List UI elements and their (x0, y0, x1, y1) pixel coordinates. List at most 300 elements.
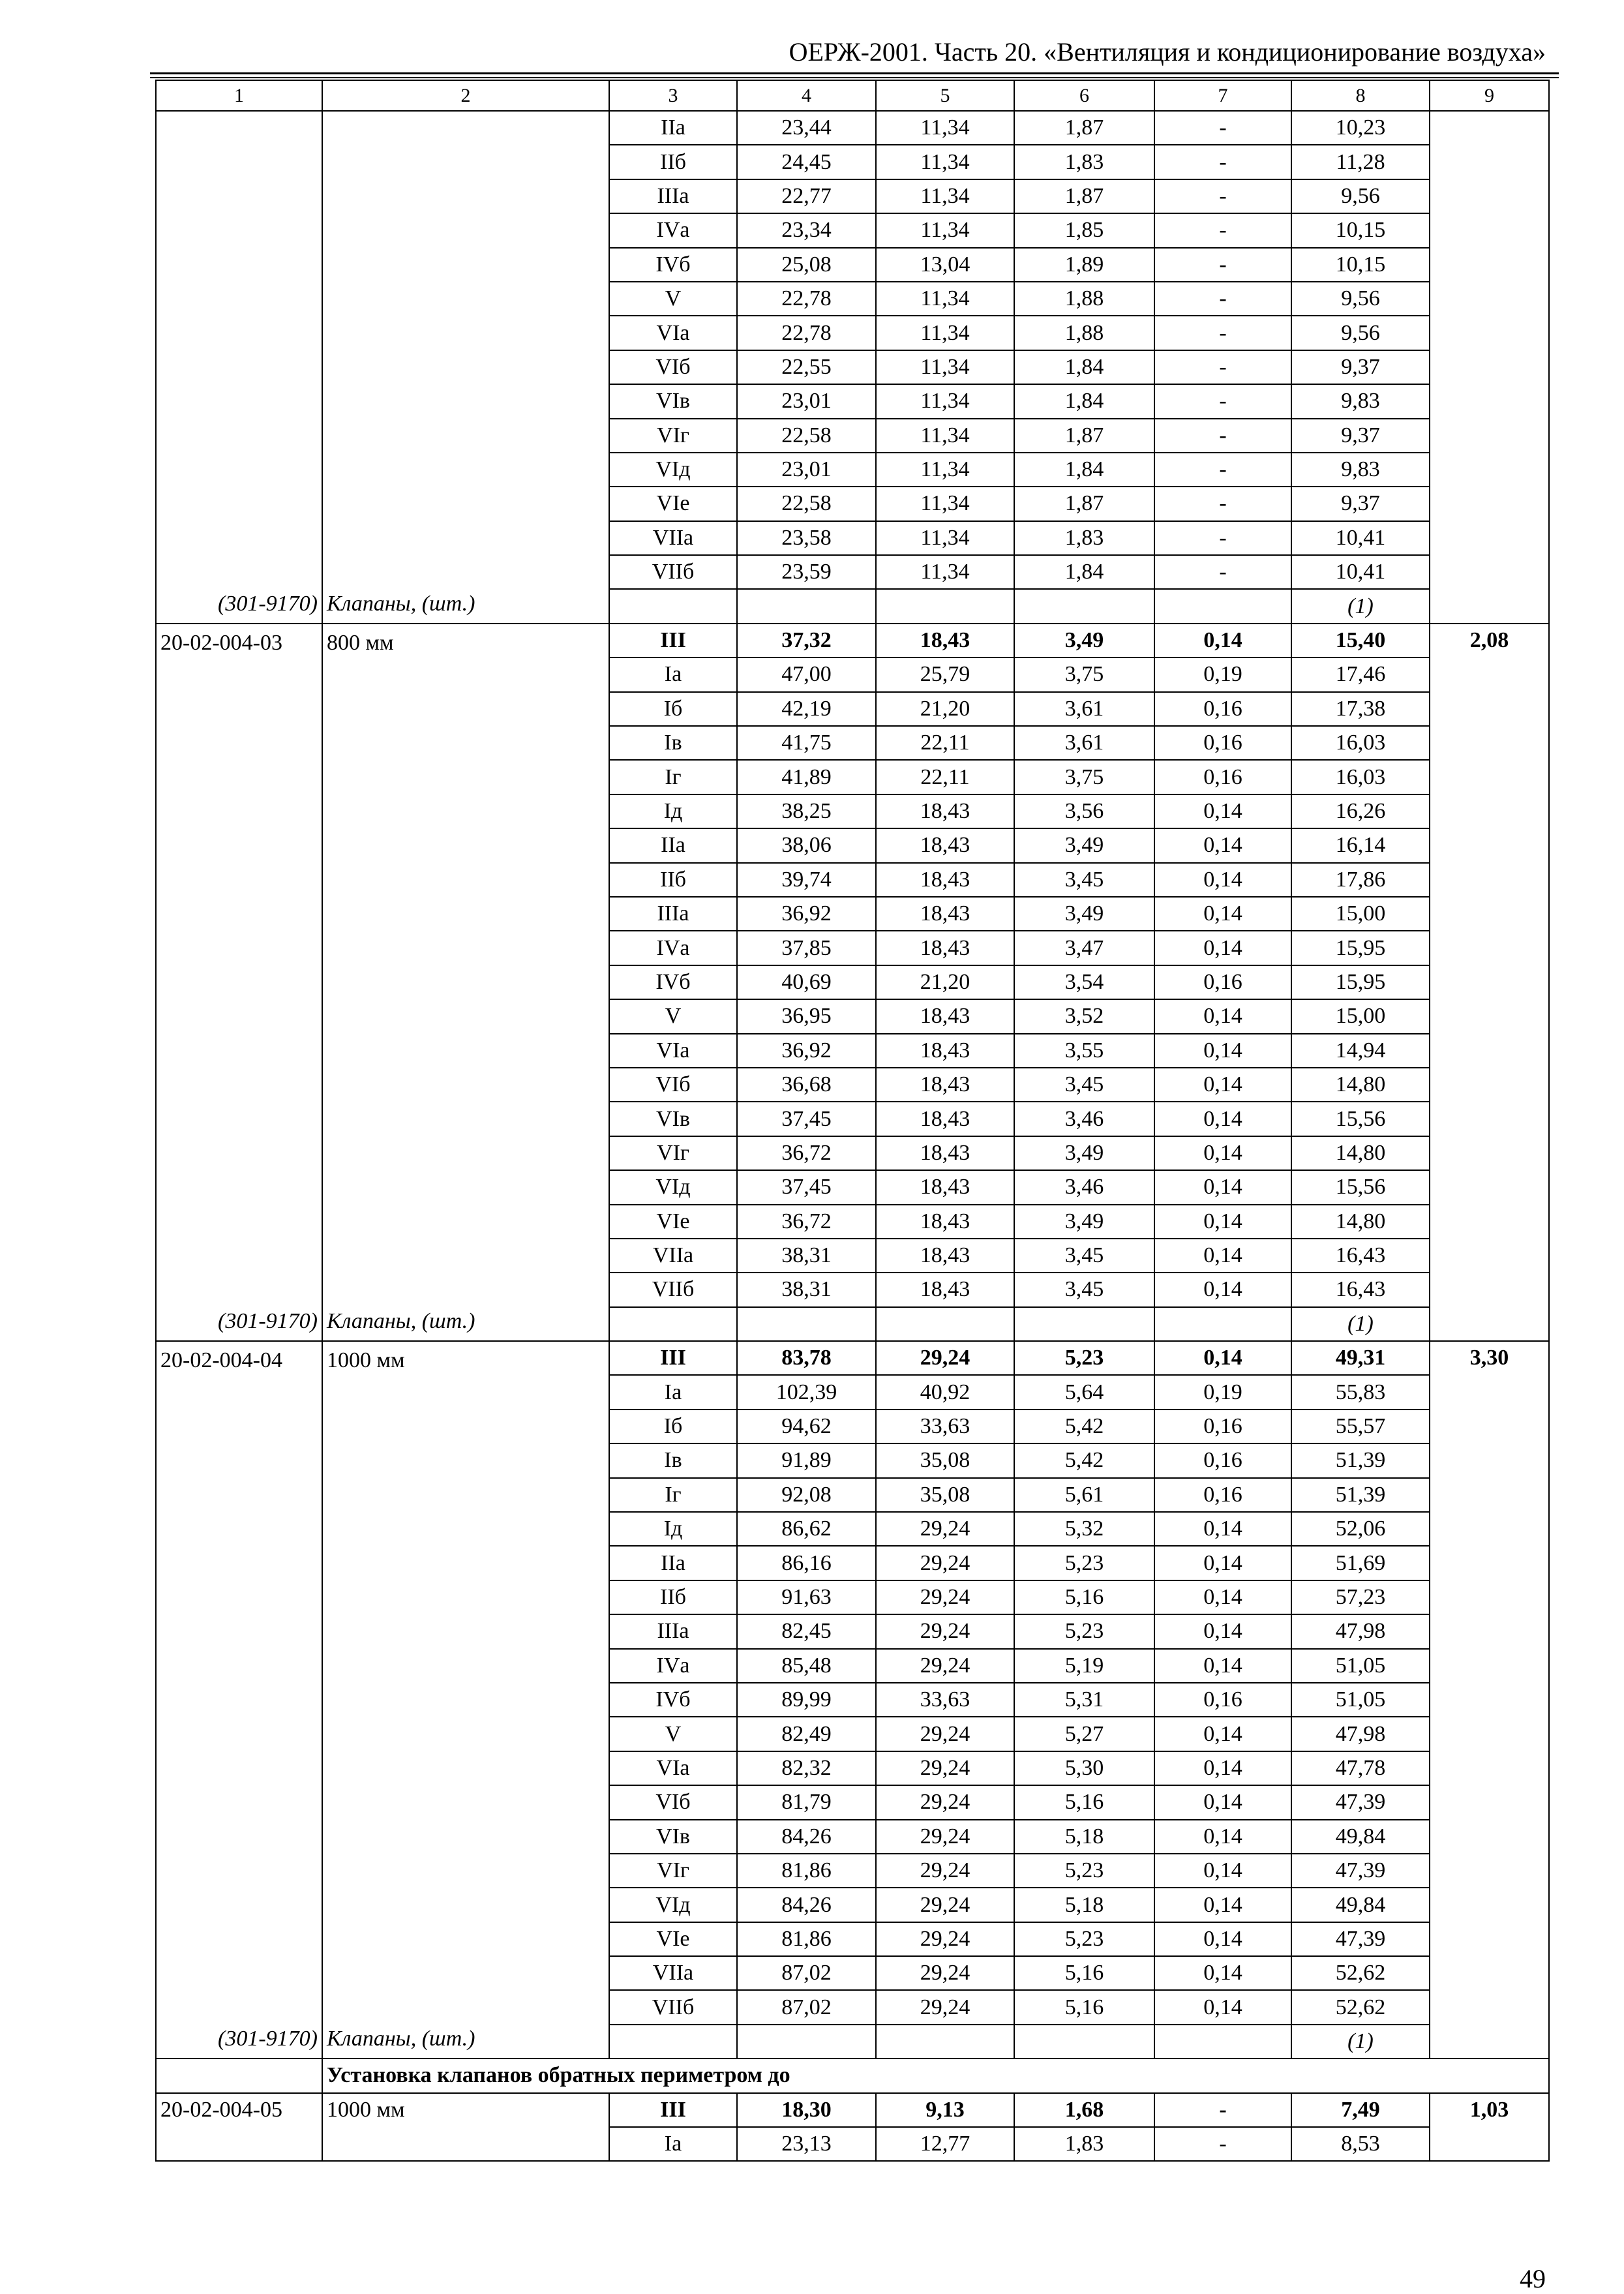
machine-cost: 3,46 (1014, 1170, 1154, 1204)
machine-cost: 5,64 (1014, 1375, 1154, 1409)
empty-cell (1154, 1307, 1291, 1341)
region-code: IIа (609, 111, 737, 145)
region-code: Iв (609, 726, 737, 760)
region-code: VIIа (609, 1956, 737, 1990)
column-9-value: 3,30 (1430, 1341, 1549, 2059)
machine-cost: 3,49 (1014, 1136, 1154, 1170)
region-code: IIб (609, 145, 737, 179)
region-code: VIб (609, 1785, 737, 1819)
driver-wage: 0,16 (1154, 1443, 1291, 1477)
region-code: IVб (609, 965, 737, 999)
region-code: VIб (609, 350, 737, 384)
materials-cost: 14,80 (1291, 1068, 1430, 1102)
total-cost: 87,02 (737, 1990, 876, 2024)
driver-wage: 0,14 (1154, 1751, 1291, 1785)
machine-cost: 1,87 (1014, 419, 1154, 453)
driver-wage: 0,16 (1154, 965, 1291, 999)
machine-cost: 1,88 (1014, 282, 1154, 316)
driver-wage: 0,14 (1154, 1785, 1291, 1819)
item-code-cell (156, 624, 322, 1341)
page-header-title: ОЕРЖ-2001. Часть 20. «Вентиляция и кондиционирование воздуха» (789, 37, 1546, 67)
machine-cost: 5,18 (1014, 1820, 1154, 1854)
labor-cost: 18,43 (876, 999, 1014, 1033)
materials-cost: 51,05 (1291, 1683, 1430, 1717)
machine-cost: 5,23 (1014, 1341, 1154, 1375)
labor-cost: 18,43 (876, 1102, 1014, 1136)
labor-cost: 18,43 (876, 1068, 1014, 1102)
driver-wage: 0,14 (1154, 1990, 1291, 2024)
item-name-cell (322, 1341, 609, 2059)
labor-cost: 35,08 (876, 1478, 1014, 1512)
labor-cost: 29,24 (876, 1580, 1014, 1614)
labor-cost: 29,24 (876, 1717, 1014, 1751)
total-cost: 36,95 (737, 999, 876, 1033)
materials-cost: 10,15 (1291, 248, 1430, 282)
section-title: Установка клапанов обратных периметром до (322, 2059, 1549, 2092)
driver-wage: 0,14 (1154, 1205, 1291, 1239)
driver-wage: 0,16 (1154, 692, 1291, 726)
driver-wage: 0,14 (1154, 1580, 1291, 1614)
material-name: Клапаны, (шт.) (327, 2027, 475, 2051)
region-code: IIа (609, 1546, 737, 1580)
total-cost: 22,78 (737, 316, 876, 350)
column-9-value: 1,03 (1430, 2093, 1549, 2162)
materials-cost: 47,39 (1291, 1854, 1430, 1888)
region-code: Iа (609, 1375, 737, 1409)
total-cost: 47,00 (737, 657, 876, 691)
region-code: IVа (609, 213, 737, 247)
item-code: 20-02-004-03 (160, 630, 282, 655)
machine-cost: 3,49 (1014, 828, 1154, 862)
driver-wage: 0,14 (1154, 794, 1291, 828)
total-cost: 36,92 (737, 897, 876, 931)
materials-cost: 51,39 (1291, 1443, 1430, 1477)
region-code: VIIа (609, 1239, 737, 1273)
total-cost: 41,75 (737, 726, 876, 760)
table-row (156, 1341, 1549, 1375)
total-cost: 42,19 (737, 692, 876, 726)
material-name: Клапаны, (шт.) (327, 591, 475, 616)
driver-wage: 0,14 (1154, 931, 1291, 965)
labor-cost: 29,24 (876, 1820, 1014, 1854)
region-code: Iг (609, 760, 737, 794)
driver-wage: 0,16 (1154, 760, 1291, 794)
total-cost: 86,16 (737, 1546, 876, 1580)
item-code: 20-02-004-05 (156, 2093, 322, 2162)
header-rule-thin (150, 77, 1559, 78)
driver-wage: - (1154, 111, 1291, 145)
driver-wage: 0,14 (1154, 828, 1291, 862)
region-code: VIIб (609, 1990, 737, 2024)
machine-cost: 5,32 (1014, 1512, 1154, 1546)
labor-cost: 18,43 (876, 1239, 1014, 1273)
region-code: III (609, 624, 737, 657)
region-code: VIв (609, 1820, 737, 1854)
labor-cost: 35,08 (876, 1443, 1014, 1477)
total-cost: 23,59 (737, 555, 876, 589)
total-cost: 102,39 (737, 1375, 876, 1409)
machine-cost: 3,55 (1014, 1034, 1154, 1068)
empty-cell (609, 589, 737, 623)
labor-cost: 11,34 (876, 282, 1014, 316)
labor-cost: 18,43 (876, 931, 1014, 965)
driver-wage: 0,14 (1154, 1170, 1291, 1204)
labor-cost: 11,34 (876, 487, 1014, 521)
region-code: Iа (609, 657, 737, 691)
driver-wage: 0,14 (1154, 1512, 1291, 1546)
labor-cost: 18,43 (876, 863, 1014, 897)
total-cost: 24,45 (737, 145, 876, 179)
region-code: Iд (609, 1512, 737, 1546)
machine-cost: 5,30 (1014, 1751, 1154, 1785)
region-code: VIа (609, 1034, 737, 1068)
total-cost: 37,85 (737, 931, 876, 965)
total-cost: 38,31 (737, 1273, 876, 1306)
labor-cost: 29,24 (876, 1546, 1014, 1580)
materials-cost: 51,39 (1291, 1478, 1430, 1512)
total-cost: 23,01 (737, 384, 876, 418)
total-cost: 91,63 (737, 1580, 876, 1614)
labor-cost: 29,24 (876, 1341, 1014, 1375)
labor-cost: 12,77 (876, 2127, 1014, 2161)
region-code: IIа (609, 828, 737, 862)
total-cost: 82,32 (737, 1751, 876, 1785)
column-number: 1 (156, 80, 322, 111)
total-cost: 41,89 (737, 760, 876, 794)
materials-cost: 52,62 (1291, 1956, 1430, 1990)
materials-cost: 47,78 (1291, 1751, 1430, 1785)
materials-cost: 49,31 (1291, 1341, 1430, 1375)
total-cost: 36,68 (737, 1068, 876, 1102)
column-number: 4 (737, 80, 876, 111)
driver-wage: - (1154, 521, 1291, 555)
labor-cost: 18,43 (876, 1136, 1014, 1170)
machine-cost: 1,84 (1014, 555, 1154, 589)
total-cost: 22,77 (737, 179, 876, 213)
driver-wage: 0,14 (1154, 1922, 1291, 1956)
driver-wage: 0,14 (1154, 897, 1291, 931)
labor-cost: 13,04 (876, 248, 1014, 282)
region-code: IIб (609, 863, 737, 897)
column-number: 2 (322, 80, 609, 111)
total-cost: 87,02 (737, 1956, 876, 1990)
region-code: VIв (609, 384, 737, 418)
total-cost: 84,26 (737, 1888, 876, 1922)
labor-cost: 11,34 (876, 111, 1014, 145)
driver-wage: - (1154, 145, 1291, 179)
column-number: 8 (1291, 80, 1430, 111)
labor-cost: 21,20 (876, 692, 1014, 726)
total-cost: 84,26 (737, 1820, 876, 1854)
empty-cell (1154, 589, 1291, 623)
total-cost: 92,08 (737, 1478, 876, 1512)
item-name-cell (322, 111, 609, 624)
column-number: 6 (1014, 80, 1154, 111)
region-code: V (609, 1717, 737, 1751)
machine-cost: 1,85 (1014, 213, 1154, 247)
materials-cost: 9,83 (1291, 453, 1430, 487)
driver-wage: 0,16 (1154, 1410, 1291, 1443)
materials-cost: 9,56 (1291, 179, 1430, 213)
driver-wage: - (1154, 2093, 1291, 2127)
total-cost: 85,48 (737, 1649, 876, 1683)
machine-cost: 3,47 (1014, 931, 1154, 965)
machine-cost: 1,87 (1014, 487, 1154, 521)
total-cost: 22,58 (737, 419, 876, 453)
labor-cost: 29,24 (876, 1888, 1014, 1922)
materials-cost: 9,37 (1291, 350, 1430, 384)
machine-cost: 5,23 (1014, 1854, 1154, 1888)
machine-cost: 5,31 (1014, 1683, 1154, 1717)
total-cost: 23,44 (737, 111, 876, 145)
driver-wage: - (1154, 487, 1291, 521)
machine-cost: 3,45 (1014, 1273, 1154, 1306)
item-name-cell (322, 624, 609, 1341)
empty-cell (1014, 589, 1154, 623)
material-code: (301-9170) (218, 591, 318, 616)
materials-cost: 15,00 (1291, 897, 1430, 931)
machine-cost: 3,45 (1014, 1239, 1154, 1273)
item-name: 800 мм (327, 630, 394, 655)
region-code: IIIа (609, 179, 737, 213)
machine-cost: 3,45 (1014, 1068, 1154, 1102)
empty-cell (609, 2025, 737, 2059)
materials-cost: 14,94 (1291, 1034, 1430, 1068)
total-cost: 39,74 (737, 863, 876, 897)
section-title-row (156, 2059, 1549, 2092)
machine-cost: 3,52 (1014, 999, 1154, 1033)
labor-cost: 29,24 (876, 1512, 1014, 1546)
region-code: V (609, 282, 737, 316)
materials-cost: 49,84 (1291, 1888, 1430, 1922)
column-number: 9 (1430, 80, 1549, 111)
materials-cost: 51,05 (1291, 1649, 1430, 1683)
labor-cost: 29,24 (876, 1922, 1014, 1956)
machine-cost: 3,49 (1014, 624, 1154, 657)
labor-cost: 18,43 (876, 897, 1014, 931)
region-code: VIб (609, 1068, 737, 1102)
region-code: VIе (609, 487, 737, 521)
total-cost: 22,78 (737, 282, 876, 316)
labor-cost: 33,63 (876, 1683, 1014, 1717)
empty-cell (876, 589, 1014, 623)
materials-cost: 9,83 (1291, 384, 1430, 418)
materials-cost: 10,23 (1291, 111, 1430, 145)
total-cost: 37,32 (737, 624, 876, 657)
total-cost: 37,45 (737, 1102, 876, 1136)
machine-cost: 3,45 (1014, 863, 1154, 897)
machine-cost: 3,61 (1014, 692, 1154, 726)
total-cost: 91,89 (737, 1443, 876, 1477)
labor-cost: 25,79 (876, 657, 1014, 691)
materials-cost: 47,98 (1291, 1717, 1430, 1751)
region-code: VIг (609, 419, 737, 453)
materials-cost: 11,28 (1291, 145, 1430, 179)
materials-cost: 16,03 (1291, 760, 1430, 794)
materials-cost: 9,37 (1291, 419, 1430, 453)
labor-cost: 18,43 (876, 1273, 1014, 1306)
labor-cost: 29,24 (876, 1854, 1014, 1888)
material-quantity: (1) (1291, 589, 1430, 623)
driver-wage: 0,14 (1154, 1239, 1291, 1273)
materials-cost: 16,03 (1291, 726, 1430, 760)
region-code: Iб (609, 1410, 737, 1443)
materials-cost: 10,41 (1291, 555, 1430, 589)
labor-cost: 18,43 (876, 828, 1014, 862)
labor-cost: 29,24 (876, 1956, 1014, 1990)
materials-cost: 55,83 (1291, 1375, 1430, 1409)
driver-wage: 0,19 (1154, 1375, 1291, 1409)
total-cost: 82,49 (737, 1717, 876, 1751)
driver-wage: - (1154, 248, 1291, 282)
materials-cost: 14,80 (1291, 1205, 1430, 1239)
materials-cost: 47,98 (1291, 1614, 1430, 1648)
driver-wage: - (1154, 419, 1291, 453)
total-cost: 94,62 (737, 1410, 876, 1443)
materials-cost: 9,56 (1291, 282, 1430, 316)
labor-cost: 11,34 (876, 179, 1014, 213)
driver-wage: 0,14 (1154, 1136, 1291, 1170)
total-cost: 83,78 (737, 1341, 876, 1375)
region-code: IIIа (609, 1614, 737, 1648)
empty-cell (156, 2059, 322, 2092)
materials-cost: 16,43 (1291, 1239, 1430, 1273)
empty-cell (876, 2025, 1014, 2059)
driver-wage: 0,14 (1154, 1034, 1291, 1068)
empty-cell (1154, 2025, 1291, 2059)
material-code: (301-9170) (218, 2027, 318, 2051)
machine-cost: 5,42 (1014, 1410, 1154, 1443)
region-code: VIа (609, 1751, 737, 1785)
total-cost: 81,79 (737, 1785, 876, 1819)
machine-cost: 5,61 (1014, 1478, 1154, 1512)
driver-wage: 0,14 (1154, 1546, 1291, 1580)
labor-cost: 21,20 (876, 965, 1014, 999)
empty-cell (1014, 1307, 1154, 1341)
driver-wage: - (1154, 179, 1291, 213)
labor-cost: 29,24 (876, 1990, 1014, 2024)
empty-cell (737, 589, 876, 623)
total-cost: 89,99 (737, 1683, 876, 1717)
total-cost: 18,30 (737, 2093, 876, 2127)
driver-wage: - (1154, 213, 1291, 247)
materials-cost: 17,86 (1291, 863, 1430, 897)
driver-wage: 0,14 (1154, 1717, 1291, 1751)
region-code: Iд (609, 794, 737, 828)
machine-cost: 5,18 (1014, 1888, 1154, 1922)
machine-cost: 1,89 (1014, 248, 1154, 282)
labor-cost: 18,43 (876, 794, 1014, 828)
labor-cost: 22,11 (876, 760, 1014, 794)
machine-cost: 1,87 (1014, 111, 1154, 145)
empty-cell (1014, 2025, 1154, 2059)
driver-wage: 0,14 (1154, 1820, 1291, 1854)
total-cost: 38,31 (737, 1239, 876, 1273)
header-rule-thick (150, 72, 1559, 74)
materials-cost: 52,62 (1291, 1990, 1430, 2024)
region-code: VIIа (609, 521, 737, 555)
driver-wage: 0,14 (1154, 624, 1291, 657)
item-code-cell (156, 1341, 322, 2059)
driver-wage: - (1154, 384, 1291, 418)
labor-cost: 18,43 (876, 1170, 1014, 1204)
total-cost: 82,45 (737, 1614, 876, 1648)
driver-wage: - (1154, 2127, 1291, 2161)
labor-cost: 22,11 (876, 726, 1014, 760)
total-cost: 22,58 (737, 487, 876, 521)
driver-wage: - (1154, 453, 1291, 487)
driver-wage: 0,14 (1154, 863, 1291, 897)
labor-cost: 11,34 (876, 555, 1014, 589)
table-row (156, 624, 1549, 657)
driver-wage: - (1154, 316, 1291, 350)
region-code: VIг (609, 1854, 737, 1888)
labor-cost: 18,43 (876, 1205, 1014, 1239)
labor-cost: 11,34 (876, 419, 1014, 453)
material-quantity: (1) (1291, 2025, 1430, 2059)
empty-cell (609, 1307, 737, 1341)
region-code: VIе (609, 1205, 737, 1239)
machine-cost: 1,84 (1014, 350, 1154, 384)
total-cost: 22,55 (737, 350, 876, 384)
machine-cost: 1,84 (1014, 384, 1154, 418)
labor-cost: 40,92 (876, 1375, 1014, 1409)
table-row (156, 111, 1549, 145)
machine-cost: 5,23 (1014, 1922, 1154, 1956)
total-cost: 36,72 (737, 1136, 876, 1170)
total-cost: 81,86 (737, 1854, 876, 1888)
materials-cost: 10,41 (1291, 521, 1430, 555)
driver-wage: 0,14 (1154, 1102, 1291, 1136)
total-cost: 23,01 (737, 453, 876, 487)
materials-cost: 51,69 (1291, 1546, 1430, 1580)
material-name: Клапаны, (шт.) (327, 1309, 475, 1334)
materials-cost: 10,15 (1291, 213, 1430, 247)
materials-cost: 7,49 (1291, 2093, 1430, 2127)
driver-wage: 0,14 (1154, 1888, 1291, 1922)
driver-wage: 0,14 (1154, 1068, 1291, 1102)
driver-wage: 0,14 (1154, 1341, 1291, 1375)
total-cost: 23,34 (737, 213, 876, 247)
materials-cost: 55,57 (1291, 1410, 1430, 1443)
total-cost: 81,86 (737, 1922, 876, 1956)
driver-wage: 0,16 (1154, 726, 1291, 760)
empty-cell (737, 1307, 876, 1341)
rates-table (155, 80, 1550, 2162)
materials-cost: 15,00 (1291, 999, 1430, 1033)
column-number: 3 (609, 80, 737, 111)
table-row (156, 2093, 1549, 2127)
region-code: Iг (609, 1478, 737, 1512)
region-code: IVа (609, 931, 737, 965)
driver-wage: 0,19 (1154, 657, 1291, 691)
total-cost: 37,45 (737, 1170, 876, 1204)
region-code: IVа (609, 1649, 737, 1683)
total-cost: 23,13 (737, 2127, 876, 2161)
total-cost: 86,62 (737, 1512, 876, 1546)
region-code: VIIб (609, 555, 737, 589)
machine-cost: 3,46 (1014, 1102, 1154, 1136)
materials-cost: 15,40 (1291, 624, 1430, 657)
machine-cost: 5,16 (1014, 1956, 1154, 1990)
region-code: VIIб (609, 1273, 737, 1306)
materials-cost: 14,80 (1291, 1136, 1430, 1170)
labor-cost: 11,34 (876, 145, 1014, 179)
total-cost: 38,25 (737, 794, 876, 828)
materials-cost: 17,46 (1291, 657, 1430, 691)
machine-cost: 1,68 (1014, 2093, 1154, 2127)
materials-cost: 15,56 (1291, 1170, 1430, 1204)
